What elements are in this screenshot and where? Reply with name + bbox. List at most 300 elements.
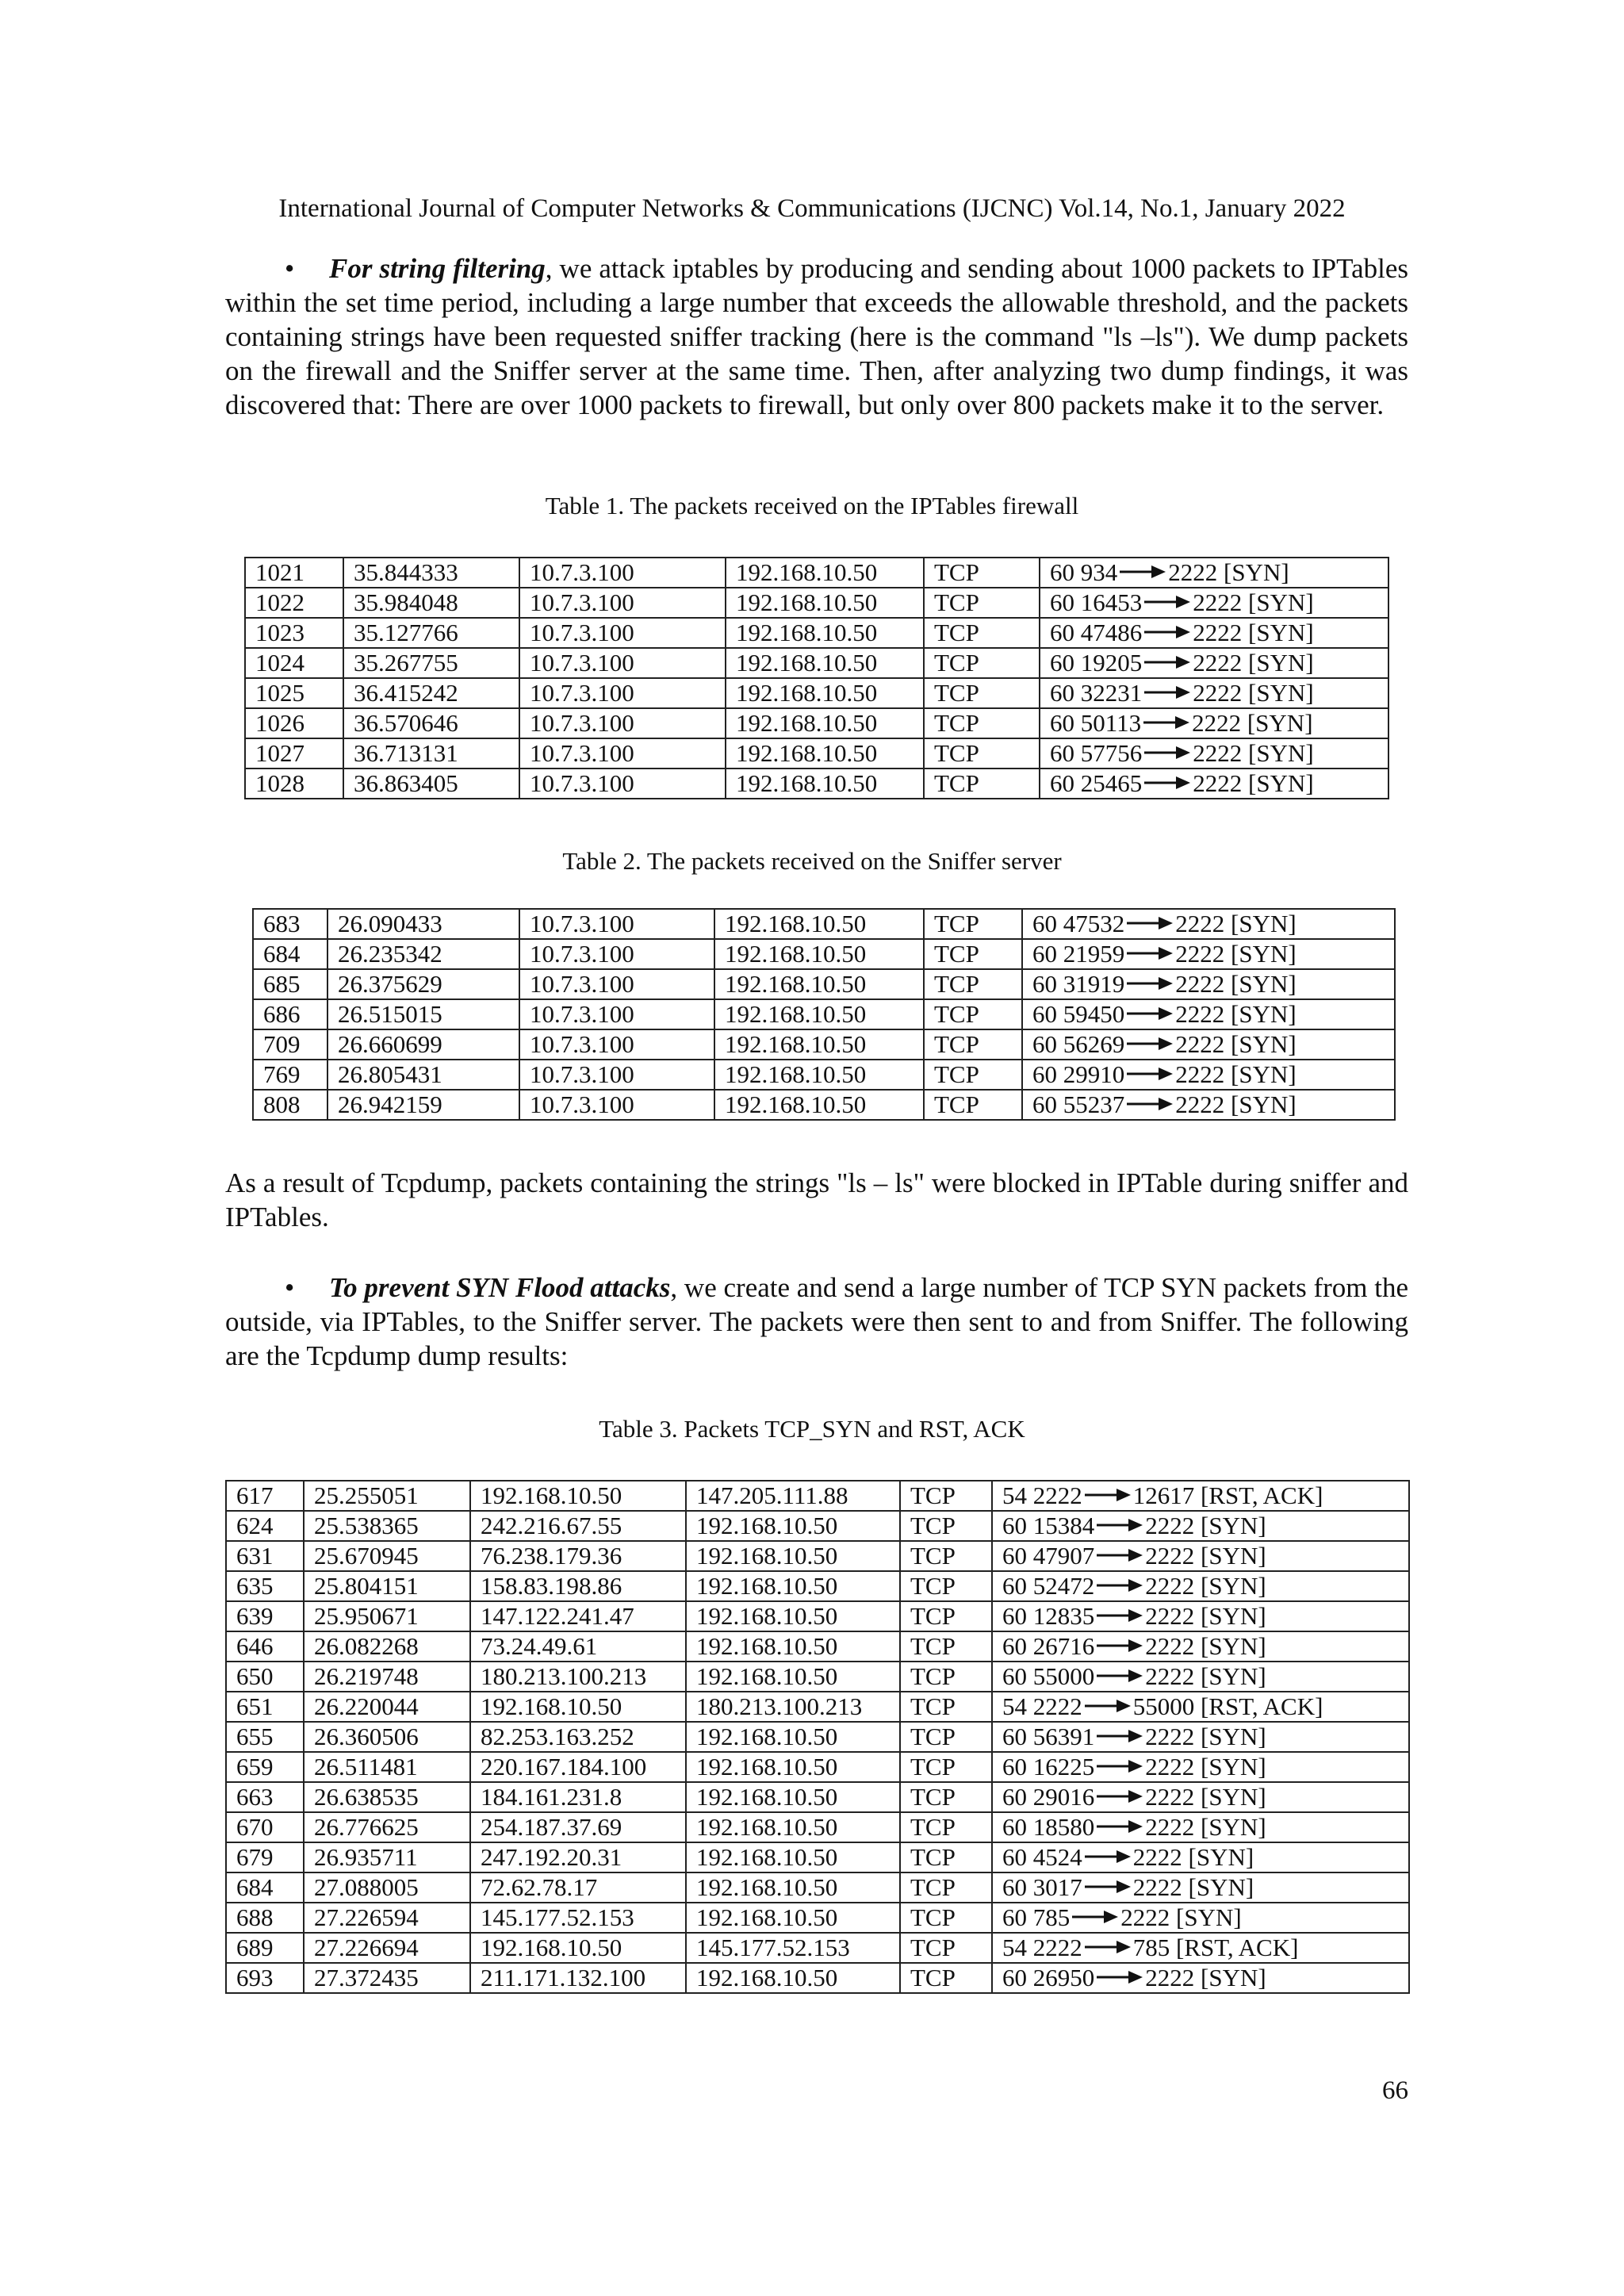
cell-src: 147.122.241.47 [470, 1601, 686, 1631]
cell-no: 683 [253, 909, 327, 939]
table3-caption: Table 3. Packets TCP_SYN and RST, ACK [599, 1415, 1025, 1443]
source-port: 55000 [1032, 1662, 1095, 1690]
cell-src: 76.238.179.36 [470, 1541, 686, 1571]
cell-proto: TCP [900, 1963, 992, 1993]
packet-length: 60 [1002, 1753, 1027, 1780]
cell-dst: 192.168.10.50 [714, 1060, 924, 1090]
table-row [245, 708, 1388, 738]
cell-proto: TCP [900, 1842, 992, 1872]
cell-info [992, 1812, 1409, 1842]
tcp-flags: [SYN] [1248, 769, 1314, 797]
source-port: 55237 [1063, 1091, 1125, 1118]
cell-time: 27.226594 [304, 1903, 470, 1933]
cell-proto: TCP [924, 618, 1040, 648]
cell-no: 635 [226, 1571, 304, 1601]
packet-length: 60 [1032, 970, 1057, 998]
table2-body [253, 909, 1395, 1120]
packet-flow [1002, 1723, 1266, 1751]
cell-dst: 192.168.10.50 [726, 678, 924, 708]
cell-dst: 145.177.52.153 [686, 1933, 900, 1963]
arrow-right-icon [1144, 679, 1190, 707]
packet-length: 60 [1002, 1783, 1027, 1811]
cell-proto: TCP [900, 1631, 992, 1662]
table-row [253, 1029, 1395, 1060]
arrow-right-icon [1097, 1602, 1143, 1631]
tcp-flags: [SYN] [1201, 1964, 1266, 1991]
arrow-right-icon [1097, 1723, 1143, 1751]
destination-port: 2222 [1145, 1662, 1195, 1690]
destination-port: 2222 [1192, 709, 1242, 737]
table2-caption: Table 2. The packets received on the Sniffer server [562, 847, 1062, 875]
cell-info [992, 1511, 1409, 1541]
source-port: 26716 [1032, 1632, 1095, 1660]
destination-port: 2222 [1120, 1903, 1170, 1931]
cell-proto: TCP [900, 1933, 992, 1963]
packet-flow [1050, 649, 1314, 677]
cell-info [1040, 588, 1388, 618]
packet-flow [1002, 1692, 1323, 1721]
cell-info [992, 1692, 1409, 1722]
cell-dst: 192.168.10.50 [686, 1662, 900, 1692]
cell-info [992, 1782, 1409, 1812]
table3-syn-rst-ack [225, 1480, 1410, 1994]
destination-port: 2222 [1145, 1964, 1195, 1991]
arrow-right-icon [1144, 649, 1190, 677]
destination-port: 2222 [1145, 1572, 1195, 1600]
string-filtering-lead: For string filtering [329, 253, 546, 284]
tcp-flags: [SYN] [1188, 1873, 1254, 1901]
tcp-flags: [SYN] [1231, 970, 1297, 998]
cell-src: 10.7.3.100 [519, 1090, 714, 1120]
tcp-flags: [SYN] [1201, 1572, 1266, 1600]
packet-length: 60 [1032, 1030, 1057, 1058]
cell-no: 693 [226, 1963, 304, 1993]
cell-time: 27.372435 [304, 1963, 470, 1993]
table-row [226, 1782, 1409, 1812]
table1-caption: Table 1. The packets received on the IPTables firewall [545, 492, 1079, 519]
tcp-flags: [SYN] [1248, 619, 1314, 646]
cell-time: 26.660699 [327, 1029, 519, 1060]
cell-no: 808 [253, 1090, 327, 1120]
cell-src: 184.161.231.8 [470, 1782, 686, 1812]
packet-length: 60 [1002, 1964, 1027, 1991]
cell-proto: TCP [924, 769, 1040, 799]
destination-port: 2222 [1175, 1000, 1225, 1028]
packet-flow [1050, 679, 1314, 707]
cell-info [1040, 558, 1388, 588]
arrow-right-icon [1097, 1632, 1143, 1661]
table-row [253, 939, 1395, 969]
source-port: 56391 [1032, 1723, 1095, 1750]
cell-dst: 192.168.10.50 [686, 1842, 900, 1872]
cell-no: 769 [253, 1060, 327, 1090]
arrow-right-icon [1144, 739, 1190, 768]
cell-info [992, 1662, 1409, 1692]
cell-proto: TCP [924, 708, 1040, 738]
cell-proto: TCP [900, 1722, 992, 1752]
cell-dst: 192.168.10.50 [714, 1090, 924, 1120]
cell-no: 663 [226, 1782, 304, 1812]
table-row [226, 1692, 1409, 1722]
cell-no: 679 [226, 1842, 304, 1872]
cell-src: 254.187.37.69 [470, 1812, 686, 1842]
destination-port: 2222 [1145, 1753, 1195, 1780]
tcp-flags: [SYN] [1247, 709, 1313, 737]
source-port: 21959 [1063, 940, 1125, 968]
destination-port: 55000 [1132, 1692, 1195, 1720]
tcp-flags: [RST, ACK] [1176, 1934, 1299, 1961]
cell-info [1040, 618, 1388, 648]
cell-time: 25.950671 [304, 1601, 470, 1631]
table-row [226, 1662, 1409, 1692]
cell-src: 220.167.184.100 [470, 1752, 686, 1782]
cell-proto: TCP [924, 909, 1022, 939]
arrow-right-icon [1144, 619, 1190, 647]
syn-flood-lead: To prevent SYN Flood attacks [329, 1272, 671, 1303]
cell-time: 26.082268 [304, 1631, 470, 1662]
destination-port: 2222 [1175, 1091, 1225, 1118]
table-row [245, 738, 1388, 769]
table-row [226, 1601, 1409, 1631]
cell-no: 1022 [245, 588, 343, 618]
cell-time: 25.538365 [304, 1511, 470, 1541]
tcp-flags: [SYN] [1231, 910, 1297, 937]
tcp-flags: [SYN] [1201, 1512, 1266, 1539]
cell-no: 617 [226, 1481, 304, 1511]
cell-proto: TCP [924, 588, 1040, 618]
cell-time: 26.935711 [304, 1842, 470, 1872]
cell-no: 646 [226, 1631, 304, 1662]
packet-length: 60 [1050, 649, 1074, 677]
table1-body [245, 558, 1388, 799]
destination-port: 2222 [1175, 940, 1225, 968]
cell-src: 211.171.132.100 [470, 1963, 686, 1993]
cell-info [992, 1752, 1409, 1782]
packet-flow [1002, 1753, 1266, 1781]
cell-time: 25.804151 [304, 1571, 470, 1601]
cell-proto: TCP [924, 939, 1022, 969]
table-row [253, 1090, 1395, 1120]
source-port: 56269 [1063, 1030, 1125, 1058]
cell-time: 26.511481 [304, 1752, 470, 1782]
cell-dst: 192.168.10.50 [686, 1963, 900, 1993]
cell-proto: TCP [900, 1662, 992, 1692]
packet-flow [1002, 1873, 1254, 1902]
arrow-right-icon [1127, 940, 1173, 968]
table-row [245, 678, 1388, 708]
cell-dst: 180.213.100.213 [686, 1692, 900, 1722]
packet-length: 60 [1002, 1512, 1027, 1539]
packet-flow [1002, 1843, 1254, 1872]
cell-src: 10.7.3.100 [519, 708, 726, 738]
cell-dst: 192.168.10.50 [726, 648, 924, 678]
source-port: 59450 [1063, 1000, 1125, 1028]
cell-no: 631 [226, 1541, 304, 1571]
cell-proto: TCP [900, 1481, 992, 1511]
source-port: 47486 [1080, 619, 1143, 646]
tcp-flags: [SYN] [1248, 679, 1314, 707]
tcp-flags: [SYN] [1201, 1662, 1266, 1690]
table-row [245, 588, 1388, 618]
cell-info [1040, 738, 1388, 769]
cell-info [992, 1601, 1409, 1631]
cell-proto: TCP [900, 1541, 992, 1571]
source-port: 2222 [1032, 1692, 1082, 1720]
packet-flow [1002, 1481, 1323, 1510]
packet-flow [1002, 1662, 1266, 1691]
cell-src: 242.216.67.55 [470, 1511, 686, 1541]
cell-no: 655 [226, 1722, 304, 1752]
packet-length: 54 [1002, 1934, 1027, 1961]
destination-port: 2222 [1145, 1542, 1195, 1570]
cell-no: 670 [226, 1812, 304, 1842]
source-port: 29910 [1063, 1060, 1125, 1088]
cell-time: 26.942159 [327, 1090, 519, 1120]
cell-no: 1025 [245, 678, 343, 708]
destination-port: 2222 [1193, 739, 1243, 767]
tcp-flags: [SYN] [1201, 1632, 1266, 1660]
cell-dst: 192.168.10.50 [726, 769, 924, 799]
arrow-right-icon [1097, 1542, 1143, 1570]
cell-proto: TCP [924, 1090, 1022, 1120]
cell-info [992, 1903, 1409, 1933]
packet-length: 60 [1050, 588, 1074, 616]
arrow-right-icon [1127, 910, 1173, 938]
arrow-right-icon [1127, 1060, 1173, 1089]
bullet-icon: • [285, 253, 295, 284]
paragraph-tcpdump-result: As a result of Tcpdump, packets containing the strings "ls – ls" were blocked in IPTable during sniffer and IPTables. [225, 1167, 1408, 1232]
packet-flow [1032, 1000, 1297, 1029]
cell-info [992, 1872, 1409, 1903]
cell-dst: 192.168.10.50 [686, 1511, 900, 1541]
destination-port: 2222 [1193, 649, 1243, 677]
cell-info [992, 1631, 1409, 1662]
cell-src: 73.24.49.61 [470, 1631, 686, 1662]
arrow-right-icon [1127, 1000, 1173, 1029]
packet-length: 60 [1002, 1723, 1027, 1750]
source-port: 3017 [1032, 1873, 1082, 1901]
table-row [226, 1963, 1409, 1993]
cell-src: 192.168.10.50 [470, 1933, 686, 1963]
packet-length: 60 [1002, 1632, 1027, 1660]
cell-info [1040, 678, 1388, 708]
cell-src: 247.192.20.31 [470, 1842, 686, 1872]
arrow-right-icon [1097, 1813, 1143, 1842]
source-port: 934 [1080, 558, 1118, 586]
tcp-flags: [SYN] [1231, 1091, 1297, 1118]
table-row [226, 1481, 1409, 1511]
cell-time: 26.638535 [304, 1782, 470, 1812]
source-port: 57756 [1080, 739, 1143, 767]
cell-time: 26.515015 [327, 999, 519, 1029]
cell-info [1022, 909, 1395, 939]
tcp-flags: [SYN] [1176, 1903, 1242, 1931]
destination-port: 2222 [1175, 1060, 1225, 1088]
packet-length: 60 [1002, 1843, 1027, 1871]
cell-proto: TCP [924, 648, 1040, 678]
cell-proto: TCP [924, 738, 1040, 769]
cell-src: 10.7.3.100 [519, 618, 726, 648]
cell-info [1022, 999, 1395, 1029]
packet-flow [1050, 739, 1314, 768]
table-row [226, 1631, 1409, 1662]
cell-info [992, 1963, 1409, 1993]
cell-src: 10.7.3.100 [519, 678, 726, 708]
packet-length: 60 [1032, 1060, 1057, 1088]
running-header: International Journal of Computer Networks & Communications (IJCNC) Vol.14, No.1, January 2022 [278, 194, 1346, 223]
cell-info [1022, 939, 1395, 969]
source-port: 50113 [1080, 709, 1142, 737]
cell-time: 27.226694 [304, 1933, 470, 1963]
tcp-flags: [RST, ACK] [1201, 1481, 1323, 1509]
cell-info [1040, 708, 1388, 738]
cell-proto: TCP [900, 1903, 992, 1933]
source-port: 12835 [1032, 1602, 1095, 1630]
packet-length: 60 [1002, 1903, 1027, 1931]
destination-port: 785 [1132, 1934, 1170, 1961]
cell-info [1040, 769, 1388, 799]
tcp-flags: [SYN] [1231, 1000, 1297, 1028]
cell-dst: 192.168.10.50 [714, 999, 924, 1029]
packet-length: 60 [1032, 1091, 1057, 1118]
cell-time: 26.776625 [304, 1812, 470, 1842]
cell-proto: TCP [924, 999, 1022, 1029]
cell-src: 10.7.3.100 [519, 648, 726, 678]
packet-length: 60 [1050, 619, 1074, 646]
cell-time: 26.375629 [327, 969, 519, 999]
destination-port: 12617 [1132, 1481, 1195, 1509]
arrow-right-icon [1097, 1964, 1143, 1992]
cell-dst: 192.168.10.50 [726, 558, 924, 588]
cell-no: 688 [226, 1903, 304, 1933]
cell-src: 10.7.3.100 [519, 909, 714, 939]
source-port: 47907 [1032, 1542, 1095, 1570]
source-port: 29016 [1032, 1783, 1095, 1811]
packet-flow [1032, 910, 1297, 938]
tcp-flags: [SYN] [1224, 558, 1289, 586]
tcp-flags: [SYN] [1248, 739, 1314, 767]
cell-src: 180.213.100.213 [470, 1662, 686, 1692]
cell-info [992, 1481, 1409, 1511]
packet-flow [1002, 1964, 1266, 1992]
packet-length: 60 [1002, 1873, 1027, 1901]
packet-flow [1002, 1632, 1266, 1661]
table-row [253, 969, 1395, 999]
cell-time: 26.090433 [327, 909, 519, 939]
cell-src: 158.83.198.86 [470, 1571, 686, 1601]
cell-dst: 192.168.10.50 [714, 909, 924, 939]
cell-src: 10.7.3.100 [519, 1029, 714, 1060]
table3-body [226, 1481, 1409, 1993]
destination-port: 2222 [1193, 588, 1243, 616]
packet-length: 60 [1002, 1662, 1027, 1690]
packet-flow [1002, 1934, 1298, 1962]
arrow-right-icon [1127, 970, 1173, 999]
packet-length: 60 [1050, 739, 1074, 767]
source-port: 47532 [1063, 910, 1125, 937]
arrow-right-icon [1127, 1030, 1173, 1059]
destination-port: 2222 [1145, 1602, 1195, 1630]
destination-port: 2222 [1193, 619, 1243, 646]
cell-no: 684 [253, 939, 327, 969]
arrow-right-icon [1120, 558, 1166, 587]
cell-proto: TCP [924, 678, 1040, 708]
cell-no: 709 [253, 1029, 327, 1060]
table-row [226, 1541, 1409, 1571]
arrow-right-icon [1085, 1873, 1131, 1902]
cell-info [1022, 1029, 1395, 1060]
packet-flow [1002, 1572, 1266, 1600]
cell-time: 36.713131 [343, 738, 519, 769]
cell-time: 35.127766 [343, 618, 519, 648]
cell-proto: TCP [900, 1692, 992, 1722]
cell-dst: 192.168.10.50 [686, 1903, 900, 1933]
cell-time: 26.805431 [327, 1060, 519, 1090]
cell-time: 26.235342 [327, 939, 519, 969]
destination-port: 2222 [1175, 910, 1225, 937]
cell-src: 72.62.78.17 [470, 1872, 686, 1903]
cell-src: 10.7.3.100 [519, 969, 714, 999]
cell-proto: TCP [924, 1029, 1022, 1060]
table2-sniffer-server [252, 908, 1396, 1121]
tcp-flags: [SYN] [1231, 940, 1297, 968]
packet-length: 54 [1002, 1692, 1027, 1720]
packet-flow [1050, 769, 1314, 798]
cell-proto: TCP [900, 1511, 992, 1541]
cell-time: 36.863405 [343, 769, 519, 799]
cell-info [1022, 1090, 1395, 1120]
table-row [245, 769, 1388, 799]
cell-info [992, 1842, 1409, 1872]
destination-port: 2222 [1175, 1030, 1225, 1058]
cell-no: 1023 [245, 618, 343, 648]
arrow-right-icon [1143, 709, 1189, 738]
cell-proto: TCP [924, 1060, 1022, 1090]
table-row [245, 648, 1388, 678]
packet-flow [1002, 1903, 1242, 1932]
cell-src: 192.168.10.50 [470, 1692, 686, 1722]
cell-no: 684 [226, 1872, 304, 1903]
cell-dst: 147.205.111.88 [686, 1481, 900, 1511]
packet-length: 54 [1002, 1481, 1027, 1509]
cell-proto: TCP [924, 969, 1022, 999]
cell-no: 689 [226, 1933, 304, 1963]
packet-length: 60 [1002, 1602, 1027, 1630]
arrow-right-icon [1085, 1692, 1131, 1721]
tcp-flags: [SYN] [1201, 1602, 1266, 1630]
cell-no: 1028 [245, 769, 343, 799]
cell-proto: TCP [900, 1752, 992, 1782]
table-row [226, 1903, 1409, 1933]
cell-dst: 192.168.10.50 [686, 1571, 900, 1601]
cell-time: 35.267755 [343, 648, 519, 678]
cell-src: 82.253.163.252 [470, 1722, 686, 1752]
packet-length: 60 [1002, 1542, 1027, 1570]
cell-no: 1024 [245, 648, 343, 678]
arrow-right-icon [1097, 1512, 1143, 1540]
destination-port: 2222 [1193, 679, 1243, 707]
table-row [226, 1812, 1409, 1842]
cell-info [1022, 969, 1395, 999]
cell-no: 685 [253, 969, 327, 999]
arrow-right-icon [1097, 1753, 1143, 1781]
source-port: 18580 [1032, 1813, 1095, 1841]
cell-proto: TCP [900, 1872, 992, 1903]
syn-flood-text: , we create and send a large number of TCP SYN packets from the outside, via IPTables, to the Sniffer server. The packets were then sent to and from Sniffer. The following are the Tcpdump dump results: [225, 1272, 1408, 1371]
tcp-flags: [SYN] [1231, 1030, 1297, 1058]
source-port: 25465 [1080, 769, 1143, 797]
cell-src: 10.7.3.100 [519, 999, 714, 1029]
